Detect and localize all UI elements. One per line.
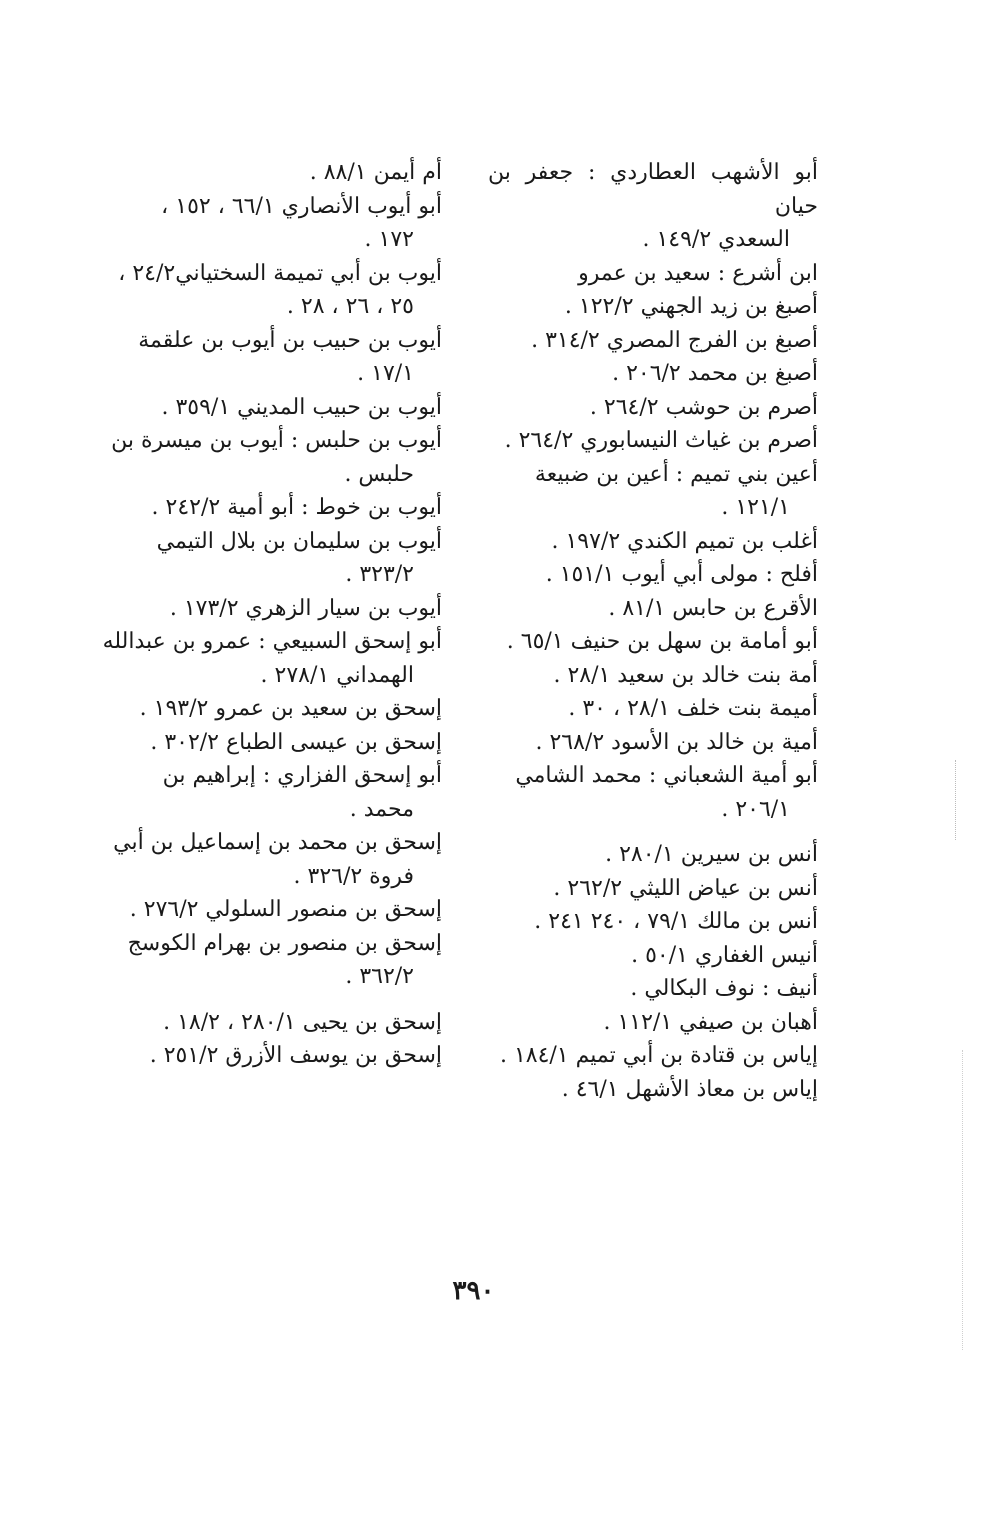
index-entry-text: أيوب بن سيار الزهري ١٧٣/٢ . — [169, 595, 442, 621]
index-entry — [488, 324, 818, 358]
index-entry-continuation: ١٧/١ . — [357, 361, 414, 386]
index-column-left — [102, 156, 442, 1073]
index-entry-text: أصبغ بن محمد ٢٠٦/٢ . — [612, 361, 818, 386]
index-entry — [488, 625, 818, 659]
index-entry-text: أبو إسحق السبيعي : عمرو بن عبدالله — [102, 629, 442, 654]
index-entry — [102, 324, 442, 391]
index-entry-continuation: ١٧٢ . — [364, 227, 414, 252]
index-entry-text: أعين بني تميم : أعين بن ضبيعة — [534, 461, 818, 487]
index-entry-text: أفلح : مولى أبي أيوب ١٥١/١ . — [545, 562, 818, 587]
index-entry — [488, 905, 818, 939]
index-entry-text: إسحق بن محمد بن إسماعيل بن أبي — [113, 830, 442, 855]
index-entry — [102, 1006, 442, 1040]
index-entry-continuation: فروة ٣٢٦/٢ . — [293, 863, 414, 889]
index-entry — [488, 1039, 818, 1073]
entry-spacing — [102, 994, 442, 1006]
index-entry — [102, 525, 442, 592]
index-entry-text: أبو أمية الشعباني : محمد الشامي — [515, 763, 818, 788]
index-entry-continuation: محمد . — [349, 796, 414, 822]
page-number-text: ٣٩٠ — [452, 1276, 495, 1306]
index-entry — [102, 1039, 442, 1073]
index-entry — [102, 391, 442, 425]
index-entry-text: أغلب بن تميم الكندي ١٩٧/٢ . — [551, 528, 818, 554]
index-entry — [102, 927, 442, 994]
index-entry-text: إياس بن قتادة بن أبي تميم ١٨٤/١ . — [499, 1043, 818, 1068]
index-entry-text: إسحق بن منصور بن بهرام الكوسج — [127, 930, 442, 956]
index-entry — [488, 726, 818, 760]
scan-edge-mark — [962, 1050, 964, 1350]
scan-edge-mark — [955, 760, 957, 840]
index-entry-continuation: ١٢١/١ . — [721, 495, 790, 520]
entry-spacing — [488, 826, 818, 838]
index-entry-text: أنيس الغفاري ٥٠/١ . — [631, 942, 818, 968]
index-column-right — [488, 156, 818, 1106]
index-entry-continuation: ٣٢٣/٢ . — [345, 562, 414, 587]
index-entry — [488, 1006, 818, 1040]
index-entry — [488, 391, 818, 425]
index-entry-text: إسحق بن سعيد بن عمرو ١٩٣/٢ . — [139, 696, 442, 721]
index-entry — [488, 939, 818, 973]
index-entry-text: أبو أيوب الأنصاري ٦٦/١ ، ١٥٢ ، — [161, 193, 442, 219]
index-entry-text: أصبغ بن زيد الجهني ١٢٢/٢ . — [564, 294, 818, 319]
index-entry-text: أصرم بن حوشب ٢٦٤/٢ . — [589, 394, 818, 420]
index-entry — [102, 625, 442, 692]
index-entry-text: إسحق بن يحيى ٢٨٠/١ ، ١٨/٢ . — [163, 1009, 442, 1035]
index-entry-text: أبو الأشهب العطاردي : جعفر بن حيان — [488, 160, 818, 219]
index-entry-text: أنيف : نوف البكالي . — [630, 976, 818, 1001]
index-entry-text: أيوب بن خوط : أبو أمية ٢٤٢/٢ . — [151, 495, 442, 520]
index-entry — [488, 558, 818, 592]
index-entry — [488, 972, 818, 1006]
index-entry-text: أيوب بن حبيب بن أيوب بن علقمة — [138, 327, 442, 353]
index-entry — [488, 1073, 818, 1107]
index-entry — [102, 491, 442, 525]
index-entry — [488, 592, 818, 626]
index-entry — [488, 357, 818, 391]
index-entry — [488, 525, 818, 559]
index-entry-text: أصبغ بن الفرج المصري ٣١٤/٢ . — [531, 327, 818, 353]
index-entry — [102, 592, 442, 626]
index-entry — [102, 759, 442, 826]
index-entry — [488, 759, 818, 826]
index-entry-text: أمة بنت خالد بن سعيد ٢٨/١ . — [553, 662, 818, 688]
index-entry — [102, 692, 442, 726]
index-entry — [102, 190, 442, 257]
index-entry-text: أميمة بنت خلف ٢٨/١ ، ٣٠ . — [568, 696, 818, 721]
index-entry-text: ابن أشرع : سعيد بن عمرو — [578, 260, 818, 286]
index-entry-text: إسحق بن يوسف الأزرق ٢٥١/٢ . — [149, 1043, 442, 1068]
index-entry-continuation: حلبس . — [344, 461, 414, 487]
index-entry-text: أيوب بن حلبس : أيوب بن ميسرة بن — [111, 428, 442, 453]
index-entry-text: أنس بن عياض الليثي ٢٦٢/٢ . — [553, 875, 818, 901]
index-entry-text: إياس بن معاذ الأشهل ٤٦/١ . — [561, 1076, 818, 1102]
index-entry — [102, 726, 442, 760]
index-entry — [488, 156, 818, 257]
index-entry-text: إسحق بن عيسى الطباع ٣٠٢/٢ . — [150, 729, 442, 755]
index-entry-continuation: ٣٦٢/٢ . — [345, 964, 414, 989]
index-entry — [488, 290, 818, 324]
index-entry — [488, 838, 818, 872]
index-entry — [488, 659, 818, 693]
index-entry-text: أمية بن خالد بن الأسود ٢٦٨/٢ . — [535, 729, 818, 755]
index-entry-continuation: ٢٥ ، ٢٦ ، ٢٨ . — [286, 294, 414, 319]
index-entry-text: أبو إسحق الفزاري : إبراهيم بن — [162, 763, 442, 788]
index-entry — [102, 826, 442, 893]
index-entry — [102, 893, 442, 927]
index-entry — [102, 424, 442, 491]
index-entry-text: أيوب بن أبي تميمة السختياني٢٤/٢ ، — [118, 260, 442, 286]
index-entry — [488, 424, 818, 458]
index-entry-text: أهبان بن صيفي ١١٢/١ . — [603, 1009, 818, 1035]
index-entry-text: أنس بن سيرين ٢٨٠/١ . — [605, 842, 818, 867]
index-entry-text: أم أيمن ٨٨/١ . — [309, 160, 442, 185]
index-entry-continuation: السعدي ١٤٩/٢ . — [642, 227, 790, 252]
index-entry — [488, 872, 818, 906]
index-entry — [102, 156, 442, 190]
index-entry — [488, 257, 818, 291]
index-entry-text: إسحق بن منصور السلولي ٢٧٦/٢ . — [129, 897, 442, 922]
index-entry-text: أنس بن مالك ٧٩/١ ، ٢٤٠ ٢٤١ . — [534, 909, 818, 934]
index-entry-continuation: الهمداني ٢٧٨/١ . — [260, 662, 414, 688]
index-entry-continuation: ٢٠٦/١ . — [721, 796, 790, 822]
page-number — [0, 1276, 983, 1306]
index-entry — [488, 458, 818, 525]
index-entry-text: الأقرع بن حابس ٨١/١ . — [608, 595, 818, 621]
index-entry-text: أيوب بن حبيب المديني ٣٥٩/١ . — [161, 394, 442, 420]
index-entry — [102, 257, 442, 324]
index-entry-text: أصرم بن غياث النيسابوري ٢٦٤/٢ . — [504, 428, 818, 453]
index-entry-text: أبو أمامة بن سهل بن حنيف ٦٥/١ . — [506, 629, 818, 654]
index-entry — [488, 692, 818, 726]
index-entry-text: أيوب بن سليمان بن بلال التيمي — [156, 528, 442, 554]
